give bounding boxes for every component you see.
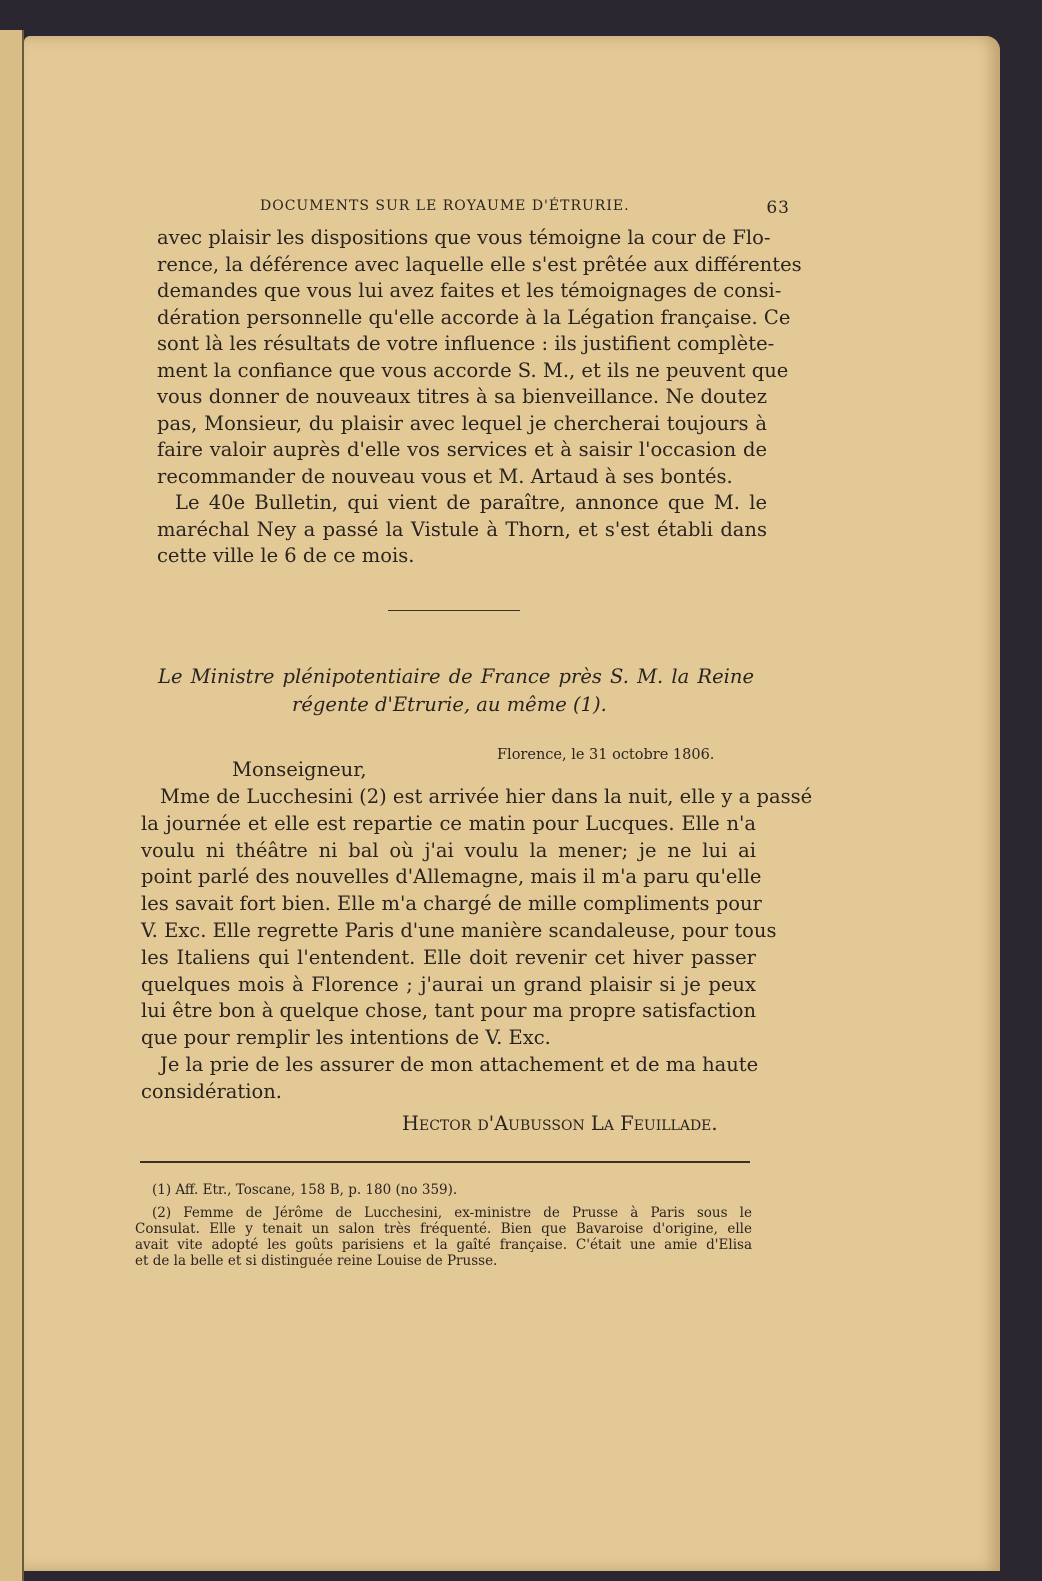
text-line: recommander de nouveau vous et M. Artaud à ses bontés.: [157, 464, 733, 488]
text-line: Je la prie de les assurer de mon attachement et de ma haute: [160, 1053, 759, 1076]
text-line: voulu ni théâtre ni bal où j'ai voulu la mener; je ne lui ai: [141, 838, 756, 862]
text-line: Le 40e Bulletin, qui vient de paraître, annonce que M. le: [175, 491, 767, 514]
footnote-line: avait vite adopté les goûts parisiens et la gaîté française. C'était une amie d'Elisa: [135, 1237, 752, 1253]
text-line: que pour remplir les intentions de V. Exc.: [141, 1026, 551, 1050]
text-line: lui être bon à quelque chose, tant pour ma propre satisfaction: [141, 999, 756, 1023]
section-divider: [388, 610, 520, 611]
text-line: considération.: [141, 1079, 283, 1103]
signature: Hector d'Aubusson La Feuillade.: [402, 1112, 718, 1135]
text-line: maréchal Ney a passé la Vistule à Thorn, et s'est établi dans: [157, 517, 767, 541]
salutation: Monseigneur,: [232, 758, 367, 781]
text-line: demandes que vous lui avez faites et les témoignages de consi-: [157, 279, 782, 302]
text-line: la journée et elle est repartie ce matin pour Lucques. Elle n'a: [141, 811, 756, 835]
footnote-line: (2) Femme de Jérôme de Lucchesini, ex-ministre de Prusse à Paris sous le: [152, 1205, 752, 1221]
text-line: sont là les résultats de votre influence : ils justifient complète-: [157, 332, 775, 355]
text-line: point parlé des nouvelles d'Allemagne, mais il m'a paru qu'elle: [141, 865, 762, 889]
text-line: faire valoir auprès d'elle vos services et à saisir l'occasion de: [157, 438, 767, 461]
footnote-line: Consulat. Elle y tenait un salon très fréquenté. Bien que Bavaroise d'origine, elle: [135, 1221, 752, 1237]
text-line: V. Exc. Elle regrette Paris d'une manière scandaleuse, pour tous: [141, 919, 777, 942]
text-line: pas, Monsieur, du plaisir avec lequel je chercherai toujours à: [157, 411, 767, 435]
page-number: 63: [766, 198, 790, 218]
text-line: avec plaisir les dispositions que vous témoigne la cour de Flo-: [157, 226, 771, 249]
text-line: cette ville le 6 de ce mois.: [157, 544, 415, 567]
dateline: Florence, le 31 octobre 1806.: [497, 747, 715, 763]
footnote-rule: [140, 1161, 750, 1163]
text-line: rence, la déférence avec laquelle elle s'est prêtée aux différentes: [157, 252, 802, 276]
letter-heading-line: régente d'Etrurie, au même (1).: [292, 693, 607, 716]
footnote-line: et de la belle et si distinguée reine Louise de Prusse.: [135, 1253, 498, 1269]
running-title: DOCUMENTS SUR LE ROYAUME D'ÉTRURIE.: [260, 198, 630, 214]
running-header: [260, 198, 790, 218]
letter-heading-line: Le Ministre plénipotentiaire de France près S. M. la Reine: [158, 665, 754, 688]
text-line: vous donner de nouveaux titres à sa bienveillance. Ne doutez: [157, 385, 767, 408]
text-line: ment la confiance que vous accorde S. M., et ils ne peuvent que: [157, 358, 789, 382]
facing-page-edge: [0, 30, 24, 1581]
text-line: dération personnelle qu'elle accorde à la Légation française. Ce: [157, 305, 791, 329]
text-line: quelques mois à Florence ; j'aurai un grand plaisir si je peux: [141, 972, 756, 996]
text-line: les savait fort bien. Elle m'a chargé de mille compliments pour: [141, 892, 762, 916]
text-line: les Italiens qui l'entendent. Elle doit revenir cet hiver passer: [141, 945, 756, 969]
footnote-line: (1) Aff. Etr., Toscane, 158 B, p. 180 (no 359).: [152, 1182, 458, 1198]
text-line: Mme de Lucchesini (2) est arrivée hier dans la nuit, elle y a passé: [160, 785, 813, 808]
